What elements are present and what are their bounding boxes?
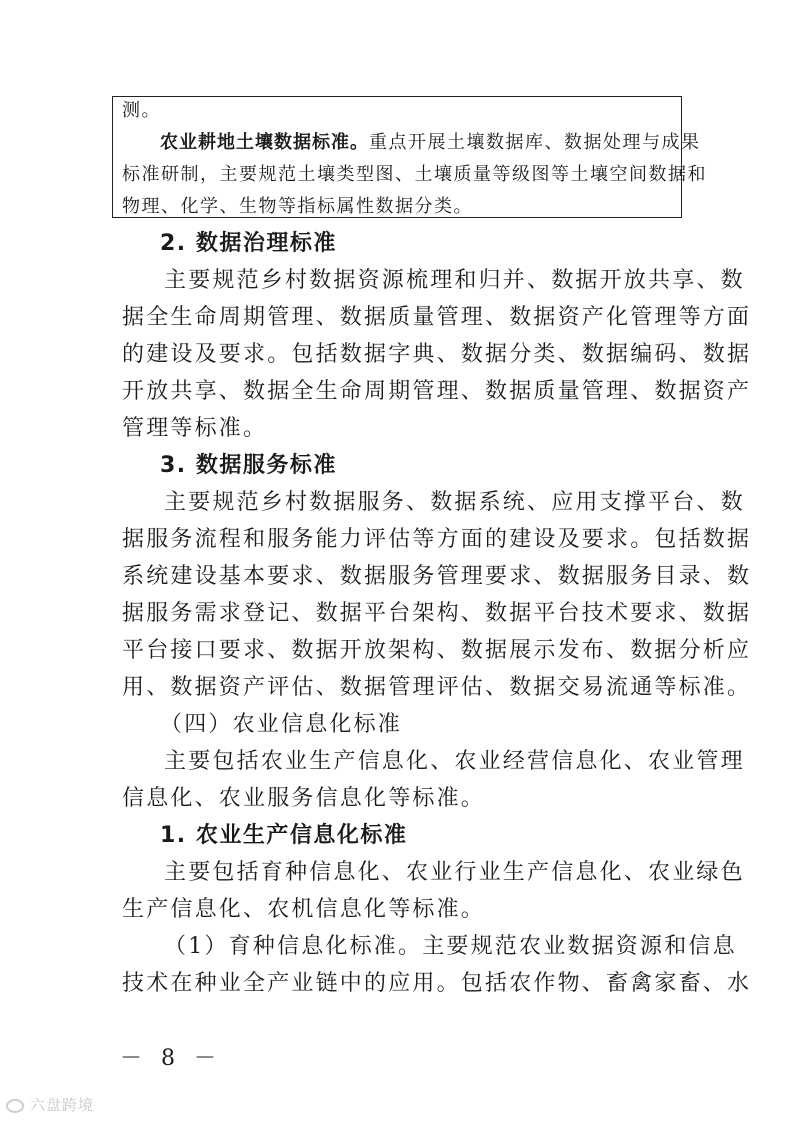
section-heading-production-informatization: 1. 农业生产信息化标准 <box>160 823 408 848</box>
box-line-2-rest: 重点开展土壤数据库、数据处理与成果 <box>369 132 701 153</box>
box-line-2 <box>160 131 701 155</box>
page-number: － 8 － <box>120 1046 222 1071</box>
paragraph-line: 用、数据资产评估、数据管理评估、数据交易流通等标准。 <box>122 675 752 700</box>
watermark-text: 六盘跨境 <box>30 1096 95 1114</box>
section-heading-agri-informatization: （四）农业信息化标准 <box>160 712 403 737</box>
paragraph-line: 主要规范乡村数据服务、数据系统、应用支撑平台、数 <box>164 490 745 515</box>
watermark-logo-icon <box>6 1099 24 1113</box>
section-heading-data-governance: 2. 数据治理标准 <box>160 231 337 256</box>
paragraph-line: （1）育种信息化标准。主要规范农业数据资源和信息 <box>164 934 737 959</box>
paragraph-line: 开放共享、数据全生命周期管理、数据质量管理、数据资产 <box>122 379 752 404</box>
paragraph-line: 的建设及要求。包括数据字典、数据分类、数据编码、数据 <box>122 342 752 367</box>
paragraph-line: 据服务流程和服务能力评估等方面的建设及要求。包括数据 <box>122 527 752 552</box>
box-lead-title: 农业耕地土壤数据标准。 <box>160 132 369 153</box>
box-line-1: 测。 <box>122 100 161 121</box>
paragraph-line: 生产信息化、农机信息化等标准。 <box>122 897 486 922</box>
section-heading-data-service: 3. 数据服务标准 <box>160 453 337 478</box>
paragraph-line: 技术在种业全产业链中的应用。包括农作物、畜禽家畜、水 <box>122 971 752 996</box>
paragraph-line: 据服务需求登记、数据平台架构、数据平台技术要求、数据 <box>122 601 752 626</box>
paragraph-line: 据全生命周期管理、数据质量管理、数据资产化管理等方面 <box>122 305 752 330</box>
paragraph-line: 主要规范乡村数据资源梳理和归并、数据开放共享、数 <box>164 268 745 293</box>
paragraph-line: 信息化、农业服务信息化等标准。 <box>122 786 486 811</box>
paragraph-line: 管理等标准。 <box>122 416 268 441</box>
paragraph-line: 系统建设基本要求、数据服务管理要求、数据服务目录、数 <box>122 564 752 589</box>
paragraph-line: 平台接口要求、数据开放架构、数据展示发布、数据分析应 <box>122 638 752 663</box>
box-line-4: 物理、化学、生物等指标属性数据分类。 <box>122 196 473 217</box>
watermark <box>6 1094 94 1115</box>
paragraph-line: 主要包括农业生产信息化、农业经营信息化、农业管理 <box>164 749 745 774</box>
box-line-3: 标准研制，主要规范土壤类型图、土壤质量等级图等土壤空间数据和 <box>122 164 707 185</box>
paragraph-line: 主要包括育种信息化、农业行业生产信息化、农业绿色 <box>164 860 745 885</box>
